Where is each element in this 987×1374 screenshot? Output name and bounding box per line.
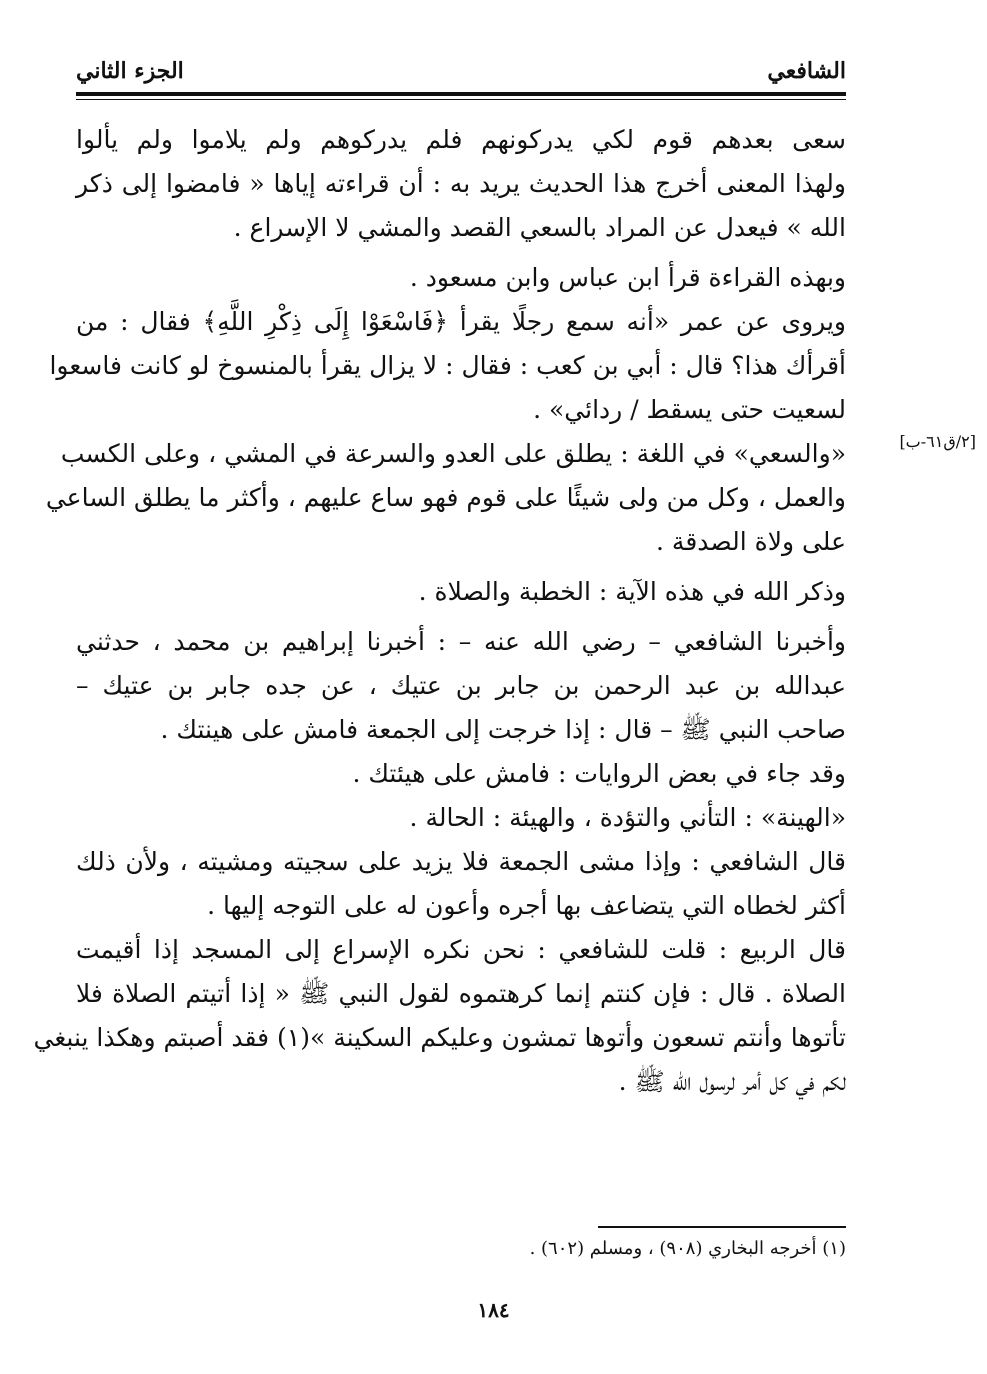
footnote: (١) أخرجه البخاري (٩٠٨) ، ومسلم (٦٠٢) . (529, 1238, 846, 1259)
text-line: سعى بعدهم قوم لكي يدركونهم فلم يدركوهم ولم يلاموا ولم يألوا (76, 125, 846, 154)
text-line: تأتوها وأنتم تسعون وأتوها تمشون وعليكم السكينة »(١) فقد أصبتم وهكذا ينبغي (33, 1023, 846, 1052)
running-header (76, 58, 846, 92)
footnote-rule (598, 1226, 846, 1228)
text-line: ولهذا المعنى أخرج هذا الحديث يريد به : أن قراءته إياها « فامضوا إلى ذكر (76, 169, 846, 198)
text-line: «والسعي» في اللغة : يطلق على العدو والسرعة في المشي ، وعلى الكسب (60, 439, 846, 468)
text-line: وقد جاء في بعض الروايات : فامش على هيئتك . (352, 759, 846, 788)
text-line: ويروى عن عمر «أنه سمع رجلًا يقرأ ﴿فَاسْعَوْا إِلَى ذِكْرِ اللَّهِ﴾ فقال : من (76, 307, 846, 336)
text-line: قال الشافعي : وإذا مشى الجمعة فلا يزيد على سجيته ومشيته ، ولأن ذلك (76, 847, 846, 876)
header-rule-thick (76, 92, 846, 96)
text-line: والعمل ، وكل من ولى شيئًا على قوم فهو ساع عليهم ، وأكثر ما يطلق الساعي (45, 483, 846, 512)
text-line: أكثر لخطاه التي يتضاعف بها أجره وأعون له على التوجه إليها . (207, 891, 846, 920)
text-line: أقرأك هذا؟ قال : أبي بن كعب : فقال : لا يزال يقرأ بالمنسوخ لو كانت فاسعوا (49, 351, 846, 380)
text-line: لسعيت حتى يسقط / ردائي» . (533, 395, 846, 424)
text-line: وأخبرنا الشافعي – رضي الله عنه – : أخبرنا إبراهيم بن محمد ، حدثني (76, 627, 846, 656)
text-line: وبهذه القراءة قرأ ابن عباس وابن مسعود . (409, 263, 846, 292)
main-text (33, 118, 846, 1104)
text-line: لكم في كل أمر لرسول الله ﷺ . (618, 1067, 846, 1096)
text-line: الله » فيعدل عن المراد بالسعي القصد والمشي لا الإسراع . (233, 213, 846, 242)
text-line: وذكر الله في هذه الآية : الخطبة والصلاة . (418, 577, 846, 606)
page-number: ١٨٤ (477, 1298, 510, 1322)
text-line: «الهينة» : التأني والتؤدة ، والهيئة : الحالة . (409, 803, 846, 832)
text-line: صاحب النبي ﷺ – قال : إذا خرجت إلى الجمعة فامش على هينتك . (160, 715, 846, 744)
text-line: الصلاة . قال : فإن كنتم إنما كرهتموه لقول النبي ﷺ « إذا أتيتم الصلاة فلا (76, 979, 846, 1008)
text-line: على ولاة الصدقة . (656, 527, 846, 556)
text-line: قال الربيع : قلت للشافعي : نحن نكره الإسراع إلى المسجد إذا أقيمت (76, 935, 846, 964)
text-line: عبدالله بن عبد الرحمن بن جابر بن عتيك ، عن جده جابر بن عتيك – (76, 671, 846, 700)
header-rule-thin (76, 99, 846, 100)
margin-manuscript-note: [٢/ق٦١-ب] (899, 432, 976, 451)
header-book-title: الشافعي (767, 58, 846, 84)
header-volume-title: الجزء الثاني (76, 58, 184, 84)
